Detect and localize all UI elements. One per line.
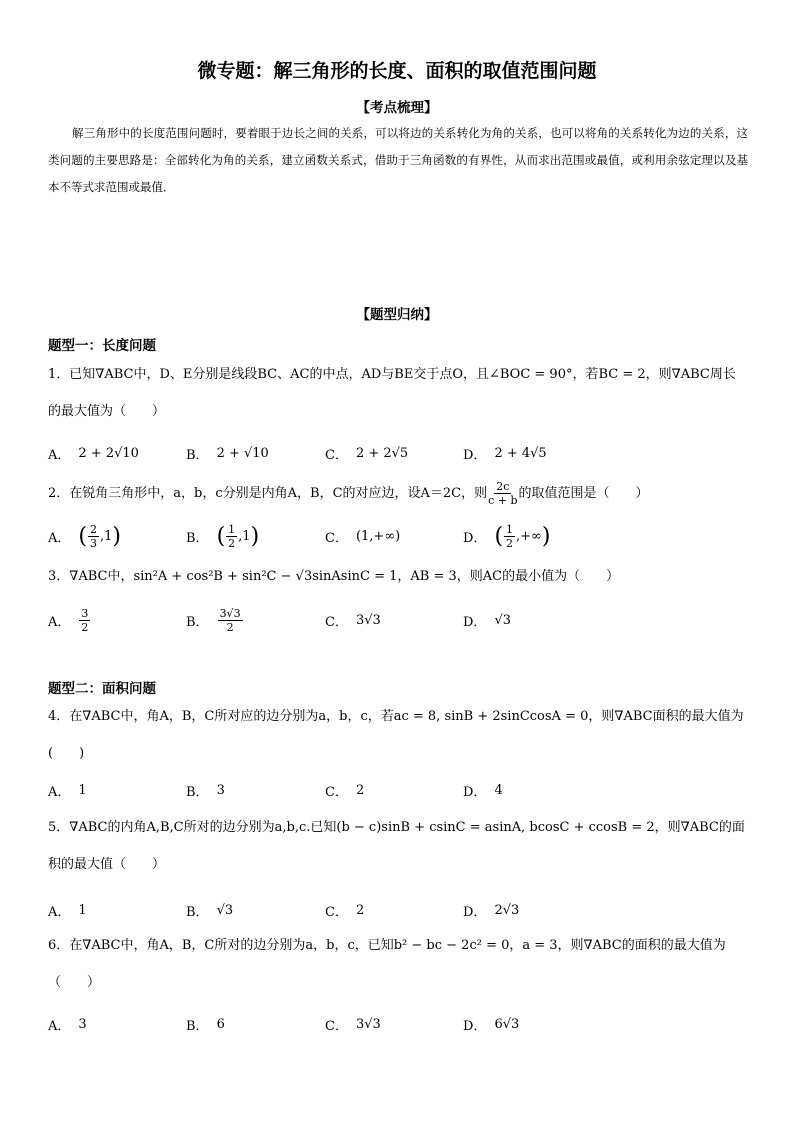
- section-length: 题型一：长度问题: [48, 338, 156, 354]
- option-c: [325, 436, 408, 470]
- option-value: 2: [355, 782, 365, 798]
- option-b: [186, 603, 244, 637]
- option-a: [48, 603, 91, 637]
- option-value: ,+∞: [516, 528, 542, 544]
- option-value: 6√3: [494, 1016, 520, 1032]
- option-c: [325, 1007, 381, 1041]
- fraction-denominator: c + b: [488, 494, 518, 507]
- option-value: 2 + √10: [216, 445, 269, 461]
- fraction-numerator: 3: [81, 606, 89, 620]
- fraction: [504, 523, 515, 550]
- question-1: 1．已知∇ABC中，D、E分别是线段BC、AC的中点，AD与BE交于点O，且∠BOC = 90°，若BC = 2，则∇ABC周长的最大值为（ ）: [48, 367, 736, 419]
- question-5: 5．∇ABC的内角A,B,C所对的边分别为a,b,c.已知(b − c)sinB + csinC = asinA, bcosC + ccosB = 2，则∇ABC的面积的最大值（ ）: [48, 820, 745, 872]
- intro-paragraph: 解三角形中的长度范围问题时，要着眼于边长之间的关系，可以将边的关系转化为角的关系，也可以将角的关系转化为边的关系，这类问题的主要思路是：全部转化为角的关系，建立函数关系式，借助于三角函数的有界性，从而求出范围或最值，或利用余弦定理以及基本不等式求范围或最值．: [48, 126, 748, 194]
- fraction-numerator: 3√3: [219, 606, 241, 620]
- option-value: 2 + 2√10: [78, 445, 139, 461]
- paren: (: [216, 523, 226, 549]
- options-1: [48, 436, 748, 470]
- option-a: [48, 893, 87, 927]
- options-3: [48, 603, 748, 637]
- option-label: C．: [325, 1018, 348, 1034]
- fraction-denominator: 2: [228, 536, 236, 550]
- option-label: C．: [325, 784, 348, 800]
- option-d: [463, 893, 519, 927]
- option-b: [186, 519, 259, 553]
- option-value: 3√3: [355, 612, 381, 628]
- fraction: [79, 607, 90, 634]
- fraction-denominator: 3: [89, 536, 97, 550]
- option-value: 2√3: [494, 902, 520, 918]
- option-label: A．: [48, 614, 71, 630]
- option-d: [463, 603, 511, 637]
- options-5: [48, 893, 748, 927]
- option-value: 4: [494, 782, 503, 798]
- option-value: 6: [216, 1016, 225, 1032]
- option-label: A．: [48, 447, 71, 463]
- option-c: [325, 893, 364, 927]
- fraction: [488, 480, 517, 507]
- fraction-numerator: 2: [89, 522, 97, 536]
- fraction-numerator: 1: [506, 522, 514, 536]
- option-label: C．: [325, 530, 348, 546]
- fraction-denominator: 2: [81, 620, 89, 634]
- option-b: [186, 893, 233, 927]
- question-text: 的取值范围是（ ）: [518, 486, 649, 501]
- option-label: B．: [186, 784, 209, 800]
- outline-heading: 【考点梳理】: [356, 100, 438, 116]
- paren: ): [541, 523, 551, 549]
- paren: ): [250, 523, 260, 549]
- question-6: 6．在∇ABC中，角A，B，C所对的边分别为a，b，c，已知b² − bc − 2c² = 0，a = 3，则∇ABC的面积的最大值为（ ）: [48, 938, 726, 990]
- option-value: 3√3: [355, 1016, 381, 1032]
- option-value: √3: [494, 612, 511, 628]
- option-value: 2: [355, 902, 365, 918]
- question-4: 4．在∇ABC中，角A，B，C所对应的边分别为a，b，c，若ac = 8, sinB + 2sinCcosA = 0，则∇ABC面积的最大值为( ): [48, 709, 744, 761]
- fraction: [226, 523, 237, 550]
- option-d: [463, 773, 503, 807]
- paren: (: [494, 523, 504, 549]
- option-value: 2 + 2√5: [355, 445, 409, 461]
- option-label: D．: [463, 904, 487, 920]
- section-area: 题型二：面积问题: [48, 681, 156, 697]
- option-label: C．: [325, 447, 348, 463]
- fraction-denominator: 2: [226, 620, 234, 634]
- option-label: A．: [48, 530, 71, 546]
- option-label: C．: [325, 614, 348, 630]
- paren: (: [78, 523, 87, 549]
- option-value: ,1: [238, 528, 251, 544]
- option-label: D．: [463, 1018, 487, 1034]
- option-value: 3: [216, 782, 225, 798]
- option-label: C．: [325, 904, 348, 920]
- option-label: A．: [48, 1018, 71, 1034]
- fraction-denominator: 2: [506, 536, 514, 550]
- option-value: (1,+∞): [355, 528, 401, 544]
- option-label: B．: [186, 530, 209, 546]
- option-b: [186, 773, 225, 807]
- option-a: [48, 773, 87, 807]
- option-label: A．: [48, 904, 71, 920]
- option-a: [48, 519, 121, 553]
- option-label: B．: [186, 614, 209, 630]
- options-4: [48, 773, 748, 807]
- question-text: 2．在锐角三角形中，a，b，c分别是内角A，B，C的对应边，设A＝2C，则: [48, 486, 488, 501]
- option-label: B．: [186, 904, 209, 920]
- option-label: B．: [186, 1018, 209, 1034]
- option-a: [48, 1007, 87, 1041]
- fraction: [88, 523, 99, 550]
- option-b: [186, 436, 269, 470]
- option-value: √3: [216, 902, 234, 918]
- question-3: 3．∇ABC中，sin²A + cos²B + sin²C − √3sinAsinC = 1，AB = 3，则AC的最小值为（ ）: [48, 569, 620, 584]
- fraction: [218, 607, 243, 634]
- option-label: D．: [463, 784, 487, 800]
- option-label: D．: [463, 447, 487, 463]
- option-d: [463, 519, 550, 553]
- option-value: 1: [78, 782, 87, 798]
- option-label: B．: [186, 447, 209, 463]
- option-c: [325, 773, 364, 807]
- option-b: [186, 1007, 225, 1041]
- option-value: ,1: [99, 528, 113, 544]
- option-a: [48, 436, 139, 470]
- types-heading: 【题型归纳】: [356, 307, 438, 323]
- option-c: [325, 603, 381, 637]
- question-2: [48, 474, 748, 514]
- option-value: 2 + 4√5: [494, 445, 547, 461]
- option-label: D．: [463, 614, 487, 630]
- option-value: 3: [78, 1016, 87, 1032]
- option-label: A．: [48, 784, 71, 800]
- fraction-numerator: 1: [228, 522, 236, 536]
- page-title: 微专题：解三角形的长度、面积的取值范围问题: [197, 60, 597, 82]
- options-2: [48, 519, 748, 553]
- option-value: 1: [78, 902, 87, 918]
- paren: ): [112, 523, 121, 549]
- fraction-numerator: 2c: [496, 480, 510, 493]
- option-c: [325, 519, 400, 553]
- options-6: [48, 1007, 748, 1041]
- option-label: D．: [463, 530, 487, 546]
- option-d: [463, 436, 547, 470]
- option-d: [463, 1007, 519, 1041]
